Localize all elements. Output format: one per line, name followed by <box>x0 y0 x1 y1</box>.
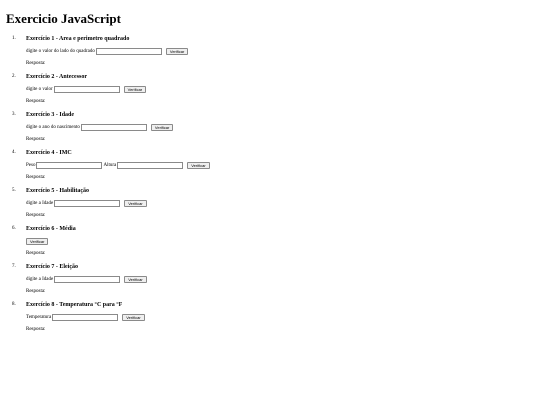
answer-label: Resposta: <box>26 99 46 104</box>
age-label: digite a Idade <box>26 201 54 206</box>
exercise-form <box>26 200 534 207</box>
answer-label: Resposta: <box>26 289 46 294</box>
exercise-form <box>26 238 534 245</box>
exercise-number: 1. <box>12 36 16 41</box>
exercise-number: 6. <box>12 226 16 231</box>
exercise-form <box>26 314 534 321</box>
verify-button[interactable]: Verificar <box>151 124 173 131</box>
value-label: digite o valor <box>26 87 53 92</box>
answer-label: Resposta: <box>26 175 46 180</box>
verify-button[interactable]: Verificar <box>124 200 146 207</box>
exercise-list <box>6 35 534 333</box>
exercise-title: Exercício 7 - Eleição <box>26 264 79 270</box>
birth-year-input[interactable] <box>81 124 147 131</box>
exercise-number: 8. <box>12 302 16 307</box>
answer-label: Resposta: <box>26 137 46 142</box>
verify-button[interactable]: Verificar <box>124 86 146 93</box>
temperature-input[interactable] <box>52 314 118 321</box>
exercise-form <box>26 162 534 169</box>
height-label: Altura <box>103 163 117 168</box>
value-input[interactable] <box>54 86 120 93</box>
exercise-title: Exercício 4 - IMC <box>26 150 72 156</box>
exercise-1 <box>6 35 534 67</box>
page-title: Exercicio JavaScript <box>6 11 121 26</box>
verify-button[interactable]: Verificar <box>187 162 209 169</box>
weight-input[interactable] <box>36 162 102 169</box>
verify-button[interactable]: Verificar <box>122 314 144 321</box>
side-length-input[interactable] <box>96 48 162 55</box>
age-label: digite a Idade <box>26 277 54 282</box>
weight-label: Peso <box>26 163 36 168</box>
height-input[interactable] <box>117 162 183 169</box>
exercise-title: Exercício 6 - Média <box>26 226 76 232</box>
exercise-title: Exercício 8 - Temperatura °C para °F <box>26 302 123 308</box>
exercise-form <box>26 48 534 55</box>
exercise-number: 4. <box>12 150 16 155</box>
age-input[interactable] <box>54 276 120 283</box>
exercise-5 <box>6 187 534 219</box>
exercise-6 <box>6 225 534 257</box>
exercise-title: Exercício 5 - Habilitação <box>26 188 90 194</box>
answer-label: Resposta: <box>26 61 46 66</box>
exercise-3 <box>6 111 534 143</box>
exercise-form <box>26 86 534 93</box>
exercise-title: Exercício 2 - Antecessor <box>26 74 88 80</box>
birth-year-label: digite o ano do nascimento <box>26 125 80 130</box>
exercise-number: 3. <box>12 112 16 117</box>
answer-label: Resposta: <box>26 213 46 218</box>
exercise-4 <box>6 149 534 181</box>
verify-button[interactable]: Verificar <box>124 276 146 283</box>
exercise-title: Exercício 1 - Area e perimetro quadrado <box>26 36 130 42</box>
exercise-number: 7. <box>12 264 16 269</box>
exercise-number: 5. <box>12 188 16 193</box>
exercise-form <box>26 124 534 131</box>
answer-label: Resposta: <box>26 327 46 332</box>
side-length-label: digite o valor do lado do quadrado <box>26 49 95 54</box>
temperature-label: Temperatura <box>26 315 52 320</box>
verify-button[interactable]: Verificar <box>166 48 188 55</box>
age-input[interactable] <box>54 200 120 207</box>
exercise-form <box>26 276 534 283</box>
exercise-number: 2. <box>12 74 16 79</box>
verify-button[interactable]: Verificar <box>26 238 48 245</box>
exercise-8 <box>6 301 534 333</box>
exercise-2 <box>6 73 534 105</box>
exercise-title: Exercício 3 - Idade <box>26 112 75 118</box>
answer-label: Resposta: <box>26 251 46 256</box>
exercise-7 <box>6 263 534 295</box>
